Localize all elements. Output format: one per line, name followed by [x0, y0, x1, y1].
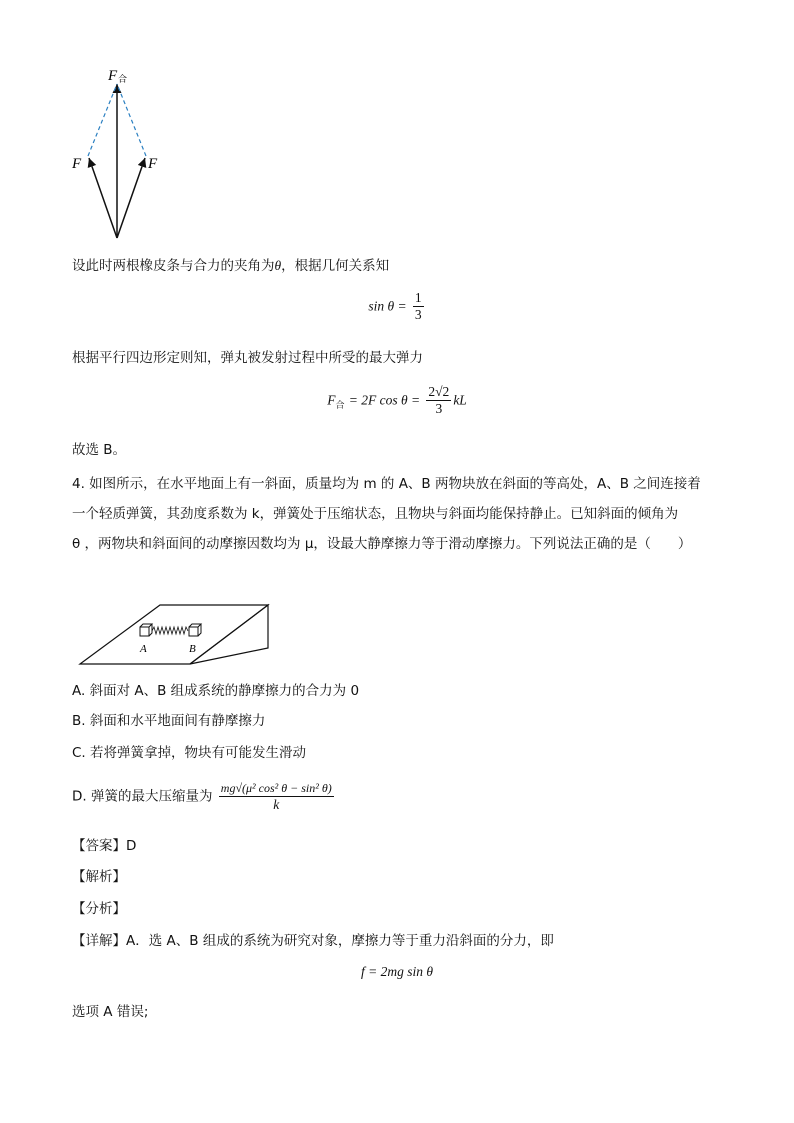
incline-diagram [78, 600, 274, 670]
option-d: D. 弹簧的最大压缩量为 $\frac{\text{mg√(μ² cos² θ − sin² θ)}}{k}$ [72, 781, 332, 812]
option-c: C. 若将弹簧拿掉，物块有可能发生滑动 [72, 745, 307, 761]
question-4-line-2: 一个轻质弹簧，其劲度系数为 k，弹簧处于压缩状态，且物块与斜面均能保持静止。已知斜面的倾角为 [72, 506, 679, 522]
incline-surface [80, 605, 268, 664]
text-p2: 根据平行四边形定则知，弹丸被发射过程中所受的最大弹力 [72, 350, 423, 366]
fraction-2: $\frac{2√2}{3}$ [428, 384, 450, 416]
question-4-line-1: 4. 如图所示，在水平地面上有一斜面，质量均为 m 的 A、B 两物块放在斜面的等高处，A、B 之间连接着 [72, 476, 701, 492]
dashed-side-left [88, 84, 117, 156]
option-b: B. 斜面和水平地面间有静摩擦力 [72, 713, 266, 729]
incline-side [190, 605, 268, 664]
block-a [140, 624, 152, 636]
label-f-left: F [72, 156, 82, 172]
force-diagram [60, 60, 180, 245]
dashed-side-right [117, 84, 146, 156]
left-force-arrow [89, 158, 117, 238]
label-f-resultant: F [108, 68, 118, 84]
conclusion-line: 选项 A 错误; [72, 1004, 149, 1020]
label-b: B [189, 643, 196, 655]
fenxi-heading: 【分析】 [72, 901, 126, 917]
fraction-d: $\frac{\text{mg√(μ² cos² θ − sin² θ)}}{k}$ [220, 781, 332, 812]
option-a: A. 斜面对 A、B 组成系统的静摩擦力的合力为 0 [72, 683, 360, 699]
block-b [189, 624, 201, 636]
spring [152, 627, 188, 634]
label-a: A [140, 643, 147, 655]
equation-2: $F_合 = 2F$ cos θ = $\frac{2√2}{3}$ kL [327, 384, 467, 416]
label-f-resultant-sub: 合 [118, 74, 128, 84]
detail-line: 【详解】A．选 A、B 组成的系统为研究对象，摩擦力等于重力沿斜面的分力，即 [72, 933, 554, 949]
equation-3: f = 2mg sin θ [361, 964, 433, 979]
label-f-right: F [148, 156, 158, 172]
fraction-1: $\frac{1}{3}$ [414, 290, 422, 322]
text-p3: 故选 B。 [72, 442, 127, 458]
answer-line: 【答案】D [72, 838, 137, 854]
text-p1: 设此时两根橡皮条与合力的夹角为θ，根据几何关系知 [72, 258, 390, 274]
analysis-heading: 【解析】 [72, 869, 126, 885]
equation-1: sin θ = $\frac{1}{3}$ [368, 290, 422, 322]
question-4-line-3: θ ，两物块和斜面间的动摩擦因数均为 μ，设最大静摩擦力等于滑动摩擦力。下列说法正确的是（ ） [72, 536, 692, 552]
right-force-arrow [117, 158, 145, 238]
